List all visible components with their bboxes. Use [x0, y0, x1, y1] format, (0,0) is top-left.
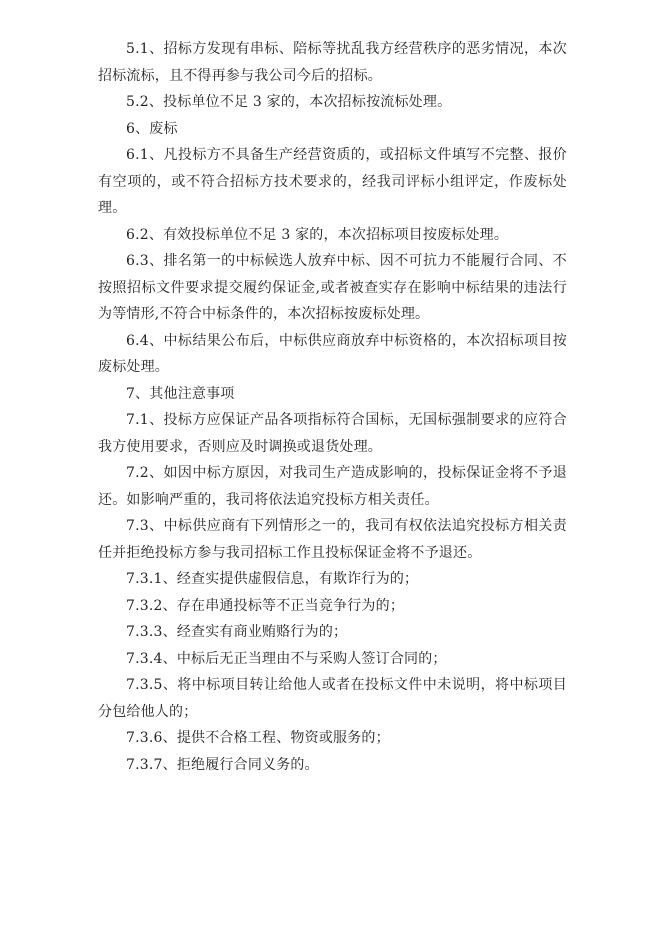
clause-7-3-4: 7.3.4、中标后无正当理由不与采购人签订合同的； [126, 650, 447, 667]
section-heading-7: 7、其他注意事项 [126, 385, 235, 402]
clause-6-3: 6.3、排名第一的中标候选人放弃中标、因不可抗力不能履行合同、不按照招标文件要求提交履约保证金,或者被查实存在影响中标结果的违法行为等情形,不符合中标条件的，本次招标按废标处理。 [98, 253, 567, 322]
clause-7-3-2: 7.3.2、存在串通投标等不正当竞争行为的； [126, 597, 405, 614]
clause-7-3-7: 7.3.7、拒绝履行合同义务的。 [126, 756, 319, 773]
clause-7-3: 7.3、中标供应商有下列情形之一的，我司有权依法追究投标方相关责任并拒绝投标方参与我司招标工作且投标保证金将不予退还。 [98, 518, 567, 561]
document-page [98, 36, 567, 778]
clause-6-1: 6.1、凡投标方不具备生产经营资质的，或招标文件填写不完整、报价有空项的，或不符合招标方技术要求的，经我司评标小组评定，作废标处理。 [98, 147, 567, 216]
clause-5-1: 5.1、招标方发现有串标、陪标等扰乱我方经营秩序的恶劣情况，本次招标流标，且不得再参与我公司今后的招标。 [98, 41, 567, 84]
clause-7-3-3: 7.3.3、经查实有商业贿赂行为的； [126, 624, 348, 640]
clause-7-3-1: 7.3.1、经查实提供虚假信息，有欺诈行为的； [126, 571, 419, 587]
section-heading-6: 6、废标 [126, 120, 178, 137]
clause-6-4: 6.4、中标结果公布后，中标供应商放弃中标资格的，本次招标项目按废标处理。 [98, 332, 567, 375]
clause-7-3-5: 7.3.5、将中标项目转让给他人或者在投标文件中未说明，将中标项目分包给他人的； [98, 677, 567, 720]
clause-7-3-6: 7.3.6、提供不合格工程、物资或服务的； [126, 730, 390, 746]
clause-5-2: 5.2、投标单位不足 3 家的，本次招标按流标处理。 [126, 94, 452, 110]
clause-7-2: 7.2、如因中标方原因，对我司生产造成影响的，投标保证金将不予退还。如影响严重的，我司将依法追究投标方相关责任。 [98, 465, 567, 508]
clause-7-1: 7.1、投标方应保证产品各项指标符合国标，无国标强制要求的应符合我方使用要求，否则应及时调换或退货处理。 [98, 412, 567, 455]
clause-6-2: 6.2、有效投标单位不足 3 家的，本次招标项目按废标处理。 [126, 226, 509, 243]
